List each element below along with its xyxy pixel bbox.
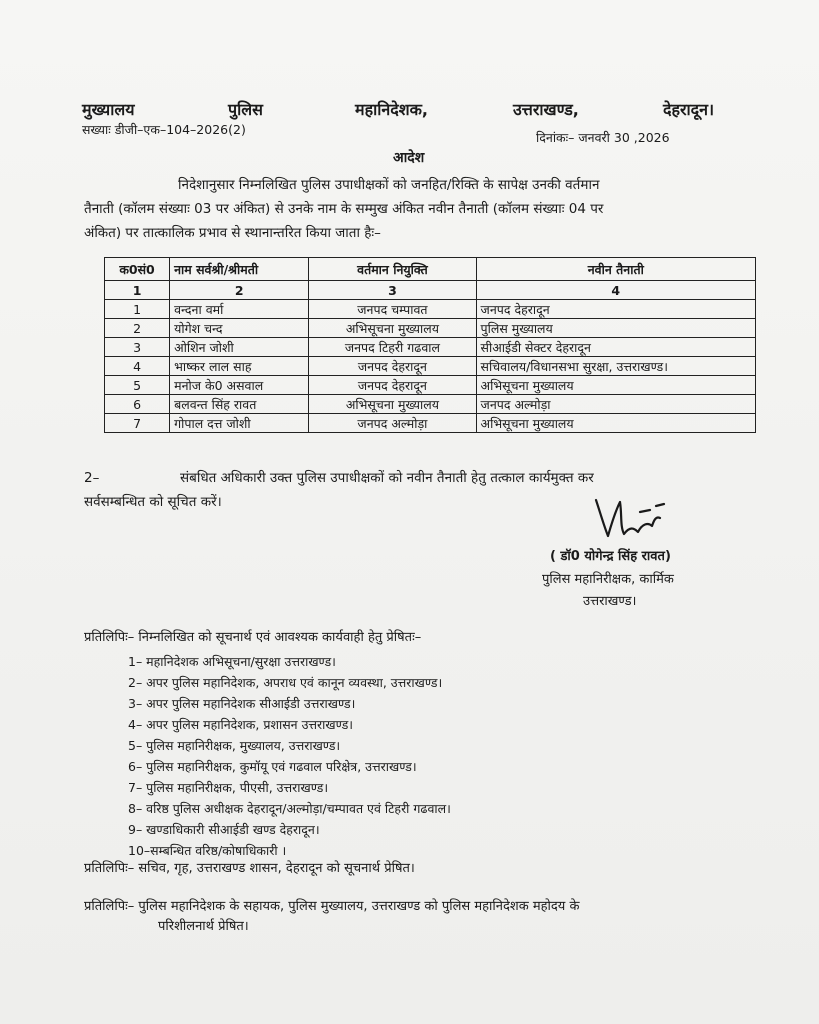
column-number: 4: [476, 281, 755, 300]
table-row: [105, 414, 756, 433]
transfer-table: [104, 257, 756, 433]
list-item: 4– अपर पुलिस महानिदेशक, प्रशासन उत्तराखण्ड।: [128, 717, 353, 732]
header-office-word: महानिदेशक,: [355, 100, 428, 119]
para2-line: सर्वसम्बन्धित को सूचित करें।: [84, 494, 222, 510]
column-number: 1: [105, 281, 170, 300]
column-header: नवीन तैनाती: [476, 258, 755, 281]
intro-line: निदेशानुसार निम्नलिखित पुलिस उपाधीक्षकों को जनहित/रिक्ति के सापेक्ष उनकी वर्तमान: [178, 177, 600, 193]
header-office-word: मुख्यालय: [82, 100, 135, 119]
para2-number: 2–: [84, 470, 100, 486]
serial-cell: 7: [105, 414, 170, 433]
reference-number: सख्याः डीजी–एक–104–2026(2): [82, 122, 246, 137]
name-cell: भाष्कर लाल साह: [170, 357, 309, 376]
current-posting-cell: अभिसूचना मुख्यालय: [309, 319, 476, 338]
column-number-row: [105, 281, 756, 300]
name-cell: ओशिन जोशी: [170, 338, 309, 357]
list-item: 5– पुलिस महानिरीक्षक, मुख्यालय, उत्तराखण्ड।: [128, 738, 341, 753]
table-header-row: [105, 258, 756, 281]
current-posting-cell: जनपद देहरादून: [309, 357, 476, 376]
para2-line: संबधित अधिकारी उक्त पुलिस उपाधीक्षकों को नवीन तैनाती हेतु तत्काल कार्यमुक्त कर: [180, 470, 594, 486]
current-posting-cell: जनपद देहरादून: [309, 376, 476, 395]
name-cell: बलवन्त सिंह रावत: [170, 395, 309, 414]
name-cell: मनोज के0 असवाल: [170, 376, 309, 395]
column-header: वर्तमान नियुक्ति: [309, 258, 476, 281]
copy-line: परिशीलनार्थ प्रेषित।: [158, 919, 249, 934]
new-posting-cell: जनपद देहरादून: [476, 300, 755, 319]
table-row: [105, 338, 756, 357]
list-item: 8– वरिष्ठ पुलिस अधीक्षक देहरादून/अल्मोड़ा/चम्पावत एवं टिहरी गढवाल।: [128, 801, 451, 816]
intro-line: तैनाती (कॉलम संख्याः 03 पर अंकित) से उनके नाम के सम्मुख अंकित नवीन तैनाती (कॉलम संख्याः 04 पर: [84, 201, 604, 217]
table-row: [105, 300, 756, 319]
serial-cell: 1: [105, 300, 170, 319]
name-cell: गोपाल दत्त जोशी: [170, 414, 309, 433]
signatory-place: उत्तराखण्ड।: [583, 594, 637, 609]
handwritten-signature: [590, 492, 670, 544]
column-header: क0सं0: [105, 258, 170, 281]
table-row: [105, 319, 756, 338]
copy-heading: प्रतिलिपिः– निम्नलिखित को सूचनार्थ एवं आवश्यक कार्यवाही हेतु प्रेषितः–: [84, 630, 422, 645]
serial-cell: 2: [105, 319, 170, 338]
name-cell: वन्दना वर्मा: [170, 300, 309, 319]
new-posting-cell: अभिसूचना मुख्यालय: [476, 376, 755, 395]
name-cell: योगेश चन्द: [170, 319, 309, 338]
new-posting-cell: जनपद अल्मोड़ा: [476, 395, 755, 414]
serial-cell: 6: [105, 395, 170, 414]
column-number: 2: [170, 281, 309, 300]
new-posting-cell: सीआईडी सेक्टर देहरादून: [476, 338, 755, 357]
new-posting-cell: पुलिस मुख्यालय: [476, 319, 755, 338]
current-posting-cell: जनपद टिहरी गढवाल: [309, 338, 476, 357]
current-posting-cell: जनपद अल्मोड़ा: [309, 414, 476, 433]
copy-line: प्रतिलिपिः– पुलिस महानिदेशक के सहायक, पुलिस मुख्यालय, उत्तराखण्ड को पुलिस महानिदेशक महोदय के: [84, 899, 580, 914]
list-item: 1– महानिदेशक अभिसूचना/सुरक्षा उत्तराखण्ड।: [128, 654, 336, 669]
header-office-word: पुलिस: [228, 100, 263, 119]
header-office-word: देहरादून।: [663, 100, 715, 119]
current-posting-cell: अभिसूचना मुख्यालय: [309, 395, 476, 414]
header-office-word: उत्तराखण्ड,: [513, 100, 579, 119]
new-posting-cell: सचिवालय/विधानसभा सुरक्षा, उत्तराखण्ड।: [476, 357, 755, 376]
list-item: 10–सम्बन्धित वरिष्ठ/कोषाधिकारी ।: [128, 843, 287, 858]
list-item: 6– पुलिस महानिरीक्षक, कुमॉयू एवं गढवाल परिक्षेत्र, उत्तराखण्ड।: [128, 759, 417, 774]
signatory-designation: पुलिस महानिरीक्षक, कार्मिक: [542, 572, 674, 587]
copy-line: प्रतिलिपिः– सचिव, गृह, उत्तराखण्ड शासन, देहरादून को सूचनार्थ प्रेषित।: [84, 861, 415, 876]
signatory-name: ( डॉ0 योगेन्द्र सिंह रावत): [550, 549, 671, 564]
list-item: 3– अपर पुलिस महानिदेशक सीआईडी उत्तराखण्ड।: [128, 696, 356, 711]
serial-cell: 3: [105, 338, 170, 357]
column-header: नाम सर्वश्री/श्रीमती: [170, 258, 309, 281]
list-item: 9– खण्डाधिकारी सीआईडी खण्ड देहरादून।: [128, 822, 320, 837]
order-title: आदेश: [393, 150, 425, 166]
serial-cell: 4: [105, 357, 170, 376]
document-date: दिनांकः– जनवरी 30 ,2026: [536, 130, 670, 145]
column-number: 3: [309, 281, 476, 300]
serial-cell: 5: [105, 376, 170, 395]
copy-recipient-list: [128, 651, 451, 861]
new-posting-cell: अभिसूचना मुख्यालय: [476, 414, 755, 433]
table-row: [105, 395, 756, 414]
list-item: 2– अपर पुलिस महानिदेशक, अपराध एवं कानून व्यवस्था, उत्तराखण्ड।: [128, 675, 443, 690]
table-row: [105, 376, 756, 395]
current-posting-cell: जनपद चम्पावत: [309, 300, 476, 319]
table-row: [105, 357, 756, 376]
list-item: 7– पुलिस महानिरीक्षक, पीएसी, उत्तराखण्ड।: [128, 780, 329, 795]
intro-line: अंकित) पर तात्कालिक प्रभाव से स्थानान्तरित किया जाता हैः–: [84, 225, 381, 241]
